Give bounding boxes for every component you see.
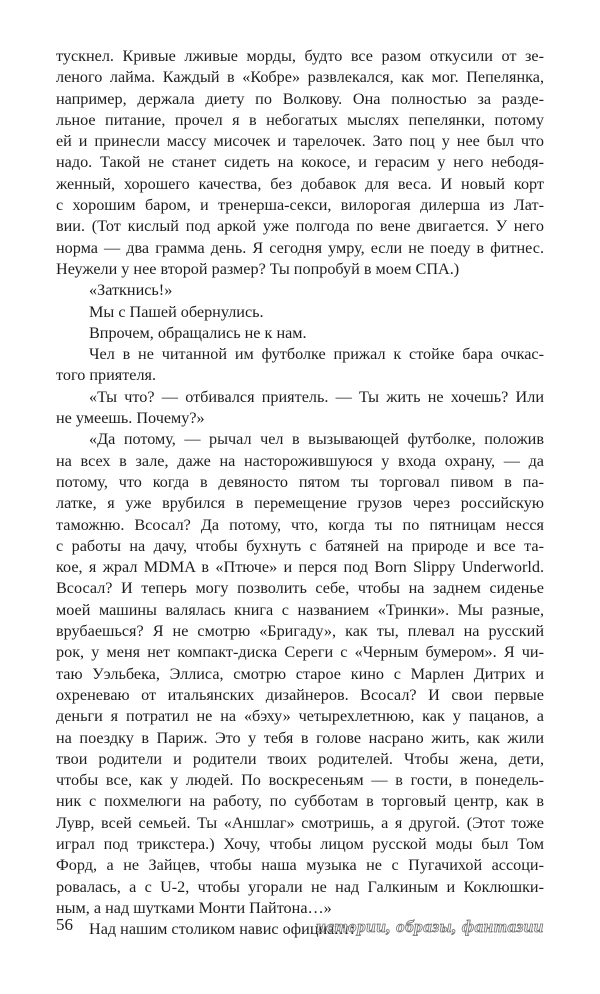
text-line: леного лайма. Каждый в «Кобре» развлекался, как мог. Пепелянка, bbox=[56, 68, 544, 87]
text-line: не умеешь. Почему?» bbox=[56, 409, 205, 428]
text-line: таю Уэльбека, Эллиса, смотрю старое кино с Марлен Дитрих и bbox=[56, 664, 544, 683]
text-line: Неужели у нее второй размер? Ты попробуй в моем СПА.) bbox=[56, 259, 460, 278]
text-line: моей машины валялась книга с названием «Тринки». Мы разные, bbox=[56, 600, 544, 619]
text-line: «Ты что? — отбивался приятель. — Ты жить не хочешь? Или bbox=[89, 387, 544, 406]
page-number: 56 bbox=[56, 915, 73, 934]
text-line: «Заткнись!» bbox=[89, 281, 173, 300]
text-line: ным, а над шутками Монти Пайтона…» bbox=[56, 898, 332, 917]
text-line: латке, я уже врубился в перемещение грузов через российскую bbox=[56, 494, 544, 513]
text-line: ник с похмелюги на работу, по субботам в торговый центр, как в bbox=[56, 792, 544, 811]
text-line: Мы с Пашей обернулись. bbox=[89, 302, 264, 321]
text-line: например, держала диету по Волкову. Она полностью за разде- bbox=[56, 89, 544, 108]
text-line: ей и принесли массу мисочек и тарелочек. Зато поц у нее был что bbox=[56, 132, 544, 151]
text-line: чтобы все, как у людей. По воскресеньям — в гости, в понедель- bbox=[56, 771, 544, 790]
text-line: Форд, а не Зайцев, чтобы наша музыка не с Пугачихой ассоци- bbox=[56, 856, 544, 875]
text-line: женный, хорошего качества, без добавок для веса. И новый корт bbox=[56, 174, 544, 193]
text-line: охреневаю от итальянских дизайнеров. Всосал? И свои первые bbox=[56, 685, 544, 704]
text-line: с работы на дачу, чтобы бухнуть с батяней на природе и все та- bbox=[56, 536, 544, 555]
text-line: потому, что когда в девяносто пятом ты торговал пивом в па- bbox=[56, 472, 544, 491]
text-line: надо. Такой не станет сидеть на кокосе, и герасим у него небодя- bbox=[56, 153, 544, 172]
text-line: ровалась, а с U-2, чтобы угорали не над Галкиным и Коклюшки- bbox=[56, 877, 544, 896]
text-line: кое, я жрал MDMA в «Птюче» и перся под Born Slippy Underworld. bbox=[56, 558, 544, 577]
text-line: врубаешься? Я не смотрю «Бригаду», как ты, плевал на русский bbox=[56, 622, 544, 641]
text-line: того приятеля. bbox=[56, 366, 157, 385]
running-footer-title: истории, образы, фантазии bbox=[316, 917, 544, 936]
text-line: Впрочем, обращались не к нам. bbox=[89, 323, 307, 342]
text-line: норма — два грамма день. Я сегодня умру, если не поеду в фитнес. bbox=[56, 238, 544, 257]
text-line: Всосал? И теперь могу позволить себе, чтобы на заднем сиденье bbox=[56, 579, 544, 598]
text-line: деньги я потратил не на «бэху» четырехлетнюю, как у пацанов, а bbox=[56, 707, 544, 726]
text-line: вии. (Тот кислый под аркой уже полгода по вене двигается. У него bbox=[56, 217, 544, 236]
text-line: с хорошим баром, и тренерша-секси, вилорогая дилерша из Лат- bbox=[56, 196, 544, 215]
text-line: тускнел. Кривые лживые морды, будто все разом откусили от зе- bbox=[56, 47, 544, 65]
text-line: Над нашим столиком навис официант: bbox=[89, 920, 355, 939]
text-line: «Да потому, — рычал чел в вызывающей футболке, положив bbox=[89, 430, 544, 449]
text-line: на поездку в Париж. Это у тебя в голове насрано жить, как жили bbox=[56, 728, 544, 747]
text-line: льное питание, прочел я в небогатых мыслях пепелянки, потому bbox=[56, 110, 544, 129]
text-line: таможню. Всосал? Да потому, что, когда ты по пятницам несся bbox=[56, 515, 544, 534]
text-line: играл под трикстера.) Хочу, чтобы лицом русской моды был Том bbox=[56, 834, 544, 853]
text-line: Чел в не читанной им футболке прижал к стойке бара очкас- bbox=[89, 345, 544, 364]
text-line: Лувр, всей семьей. Ты «Аншлаг» смотришь, а я другой. (Этот тоже bbox=[56, 813, 544, 832]
text-line: рок, у меня нет компакт-диска Сереги с «Черным бумером». Я чи- bbox=[56, 643, 544, 662]
text-line: на всех в зале, даже на насторожившуюся у входа охрану, — да bbox=[56, 451, 544, 470]
text-line: твои родители и родители твоих родителей. Чтобы жена, дети, bbox=[56, 749, 544, 768]
body-text bbox=[56, 46, 544, 940]
